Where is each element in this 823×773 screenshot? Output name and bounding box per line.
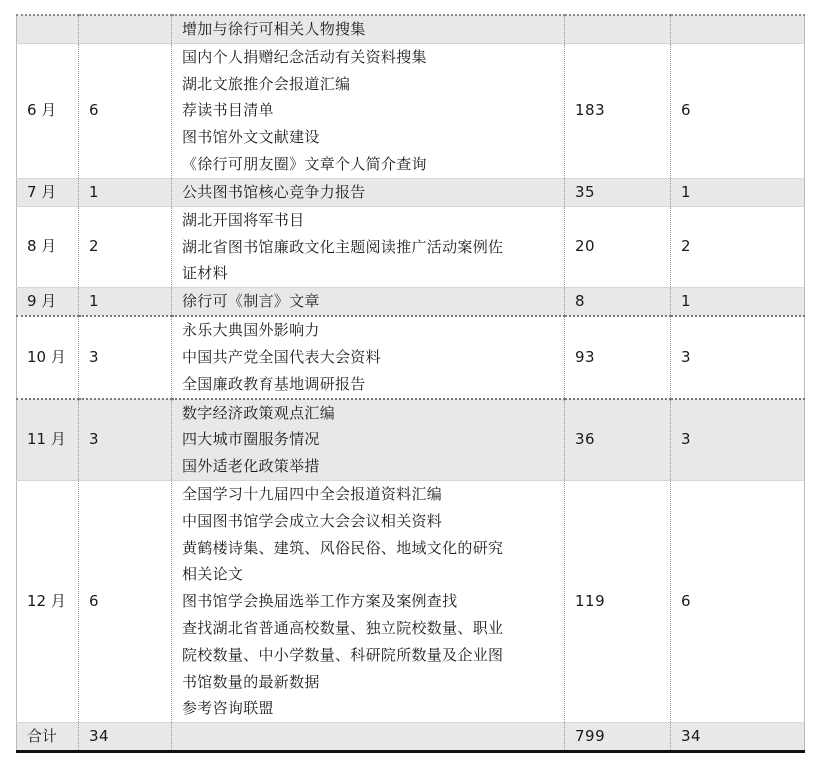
topic-line: 国外适老化政策举措 xyxy=(182,457,320,476)
topic-line: 相关论文 xyxy=(182,565,244,584)
topic-line: 数字经济政策观点汇编 xyxy=(182,403,336,422)
count-cell: 1 xyxy=(79,288,172,317)
topics-cell xyxy=(172,43,565,178)
topic-line: 全国学习十九届四中全会报道资料汇编 xyxy=(182,484,443,503)
people-cell: 2 xyxy=(671,206,805,287)
pages-cell: 20 xyxy=(565,206,671,287)
total-row xyxy=(17,723,805,752)
count-cell: 3 xyxy=(79,399,172,481)
topic-line: 图书馆学会换届选举工作方案及案例查找 xyxy=(182,592,458,611)
month-cell: 8 月 xyxy=(17,206,79,287)
table-row xyxy=(17,15,805,43)
topic-line: 图书馆外文文献建设 xyxy=(182,128,320,147)
month-cell: 7 月 xyxy=(17,178,79,206)
topic-line: 查找湖北省普通高校数量、独立院校数量、职业 xyxy=(182,618,504,637)
topic-line: 院校数量、中小学数量、科研院所数量及企业图 xyxy=(182,645,504,664)
pages-cell: 8 xyxy=(565,288,671,317)
topic-line: 四大城市圈服务情况 xyxy=(182,430,320,449)
topics-cell xyxy=(172,206,565,287)
count-cell: 6 xyxy=(79,480,172,722)
pages-cell: 93 xyxy=(565,316,671,398)
total-people: 34 xyxy=(671,723,805,752)
topic-line: 国内个人捐赠纪念活动有关资料搜集 xyxy=(182,47,427,66)
people-cell: 3 xyxy=(671,316,805,398)
month-cell: 11 月 xyxy=(17,399,79,481)
pages-cell: 119 xyxy=(565,480,671,722)
table-row xyxy=(17,178,805,206)
pages-cell: 35 xyxy=(565,178,671,206)
table-row xyxy=(17,43,805,178)
topics-cell xyxy=(172,316,565,398)
month-cell: 10 月 xyxy=(17,316,79,398)
topic-line: 书馆数量的最新数据 xyxy=(182,672,320,691)
total-pages: 799 xyxy=(565,723,671,752)
count-cell: 1 xyxy=(79,178,172,206)
topics-cell xyxy=(172,178,565,206)
pages-cell: 183 xyxy=(565,43,671,178)
table-row xyxy=(17,288,805,317)
count-cell xyxy=(79,15,172,43)
topics-cell xyxy=(172,399,565,481)
count-cell: 2 xyxy=(79,206,172,287)
total-count: 34 xyxy=(79,723,172,752)
people-cell: 6 xyxy=(671,480,805,722)
pages-cell xyxy=(565,15,671,43)
total-topics xyxy=(172,723,565,752)
service-table xyxy=(16,14,805,753)
topic-line: 荐读书目清单 xyxy=(182,101,274,120)
people-cell: 6 xyxy=(671,43,805,178)
table-row xyxy=(17,399,805,481)
count-cell: 3 xyxy=(79,316,172,398)
month-cell: 6 月 xyxy=(17,43,79,178)
topic-line: 湖北文旅推介会报道汇编 xyxy=(182,74,351,93)
people-cell xyxy=(671,15,805,43)
pages-cell: 36 xyxy=(565,399,671,481)
topic-line: 参考咨询联盟 xyxy=(182,699,274,718)
topic-line: 徐行可《制言》文章 xyxy=(182,292,320,311)
table-row xyxy=(17,206,805,287)
topic-line: 湖北开国将军书目 xyxy=(182,210,305,229)
people-cell: 1 xyxy=(671,178,805,206)
month-cell: 12 月 xyxy=(17,480,79,722)
people-cell: 1 xyxy=(671,288,805,317)
service-table-body xyxy=(17,15,805,752)
topic-line: 中国共产党全国代表大会资料 xyxy=(182,347,381,366)
service-table-wrapper xyxy=(16,14,804,753)
topic-line: 增加与徐行可相关人物搜集 xyxy=(182,20,366,38)
topic-line: 证材料 xyxy=(182,264,228,283)
table-row xyxy=(17,316,805,398)
topic-line: 永乐大典国外影响力 xyxy=(182,321,320,340)
month-cell: 9 月 xyxy=(17,288,79,317)
topic-line: 黄鹤楼诗集、建筑、风俗民俗、地域文化的研究 xyxy=(182,538,504,557)
topic-line: 《徐行可朋友圈》文章个人简介查询 xyxy=(182,154,427,173)
count-cell: 6 xyxy=(79,43,172,178)
topics-cell xyxy=(172,288,565,317)
topic-line: 全国廉政教育基地调研报告 xyxy=(182,374,366,393)
topic-line: 中国图书馆学会成立大会会议相关资料 xyxy=(182,511,443,530)
topic-line: 湖北省图书馆廉政文化主题阅读推广活动案例佐 xyxy=(182,237,504,256)
month-cell xyxy=(17,15,79,43)
topics-cell xyxy=(172,15,565,43)
topics-cell xyxy=(172,480,565,722)
topic-line: 公共图书馆核心竞争力报告 xyxy=(182,182,366,201)
table-row xyxy=(17,480,805,722)
total-label: 合计 xyxy=(17,723,79,752)
people-cell: 3 xyxy=(671,399,805,481)
